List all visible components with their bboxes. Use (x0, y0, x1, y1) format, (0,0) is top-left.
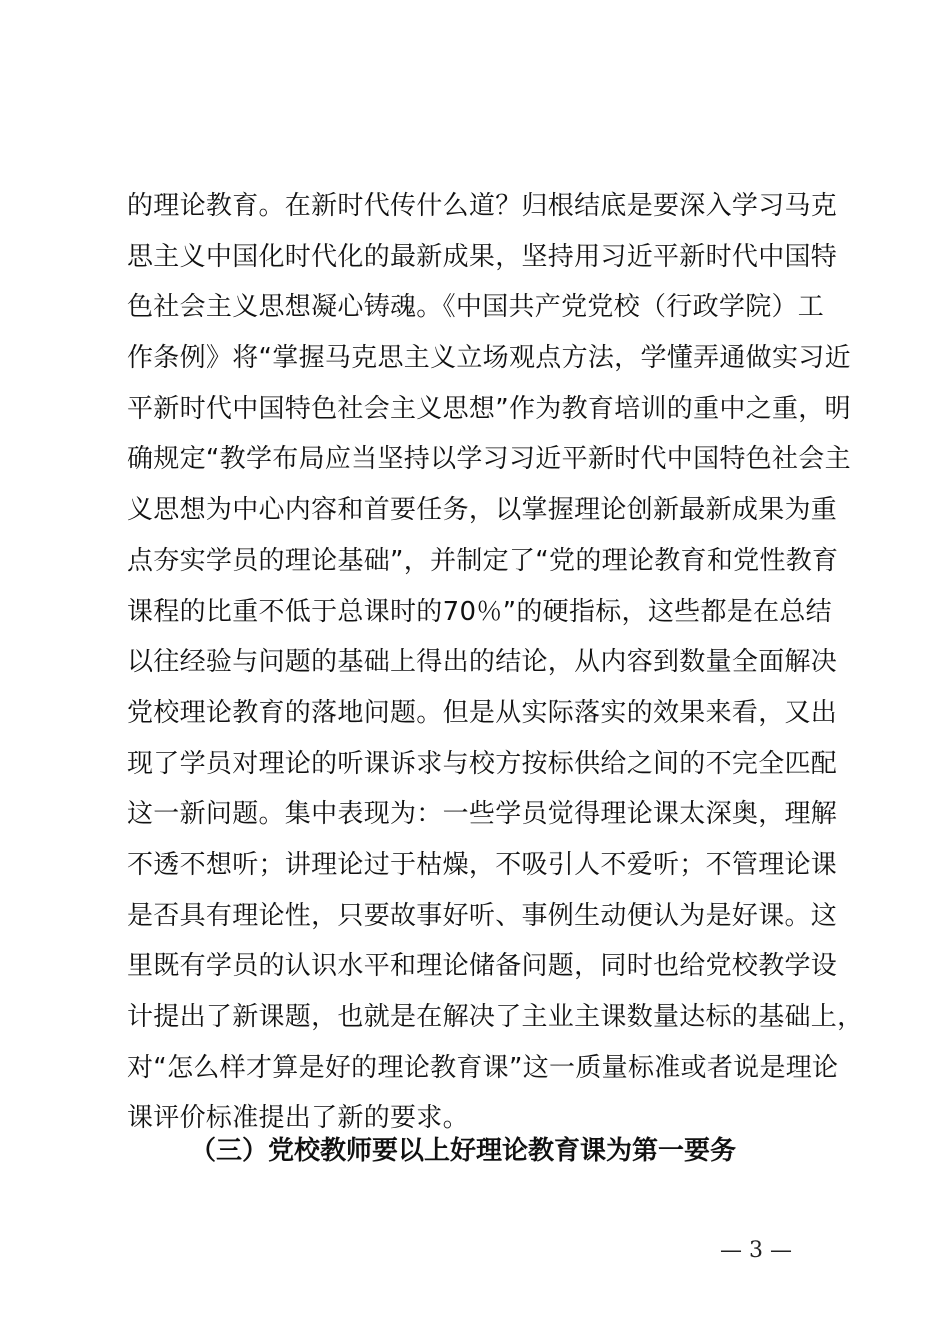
text-line: 的理论教育。在新时代传什么道？归根结底是要深入学习马克 (127, 191, 838, 221)
text-line: 课评价标准提出了新的要求。 (127, 1103, 469, 1134)
text-line: 党校理论教育的落地问题。但是从实际落实的效果来看，又出 (127, 697, 838, 728)
text-line: 现了学员对理论的听课诉求与校方按标供给之间的不完全匹配 (127, 748, 838, 779)
text-line: 不透不想听；讲理论过于枯燥，不吸引人不爱听；不管理论课 (127, 849, 838, 880)
page-number: — 3 — (720, 1238, 792, 1263)
text-line: 确规定“教学布局应当坚持以学习习近平新时代中国特色社会主 (127, 444, 851, 475)
text-line: 计提出了新课题，也就是在解决了主业主课数量达标的基础上， (127, 1002, 864, 1032)
text-line: 作条例》将“掌握马克思主义立场观点方法，学懂弄通做实习近 (127, 343, 851, 374)
text-line: 这一新问题。集中表现为：一些学员觉得理论课太深奥，理解 (127, 799, 838, 830)
section-heading: （三）党校教师要以上好理论教育课为第一要务 (190, 1136, 737, 1166)
body-paragraph (127, 181, 864, 1144)
text-line: 以往经验与问题的基础上得出的结论，从内容到数量全面解决 (127, 647, 838, 678)
text-line: 课程的比重不低于总课时的70％”的硬指标，这些都是在总结 (127, 596, 832, 627)
text-line: 是否具有理论性，只要故事好听、事例生动便认为是好课。这 (127, 900, 838, 931)
text-line: 思主义中国化时代化的最新成果，坚持用习近平新时代中国特 (127, 241, 838, 272)
text-line: 平新时代中国特色社会主义思想”作为教育培训的重中之重，明 (127, 393, 851, 424)
text-line: 色社会主义思想凝心铸魂。《中国共产党党校（行政学院）工 (127, 292, 825, 323)
text-line: 里既有学员的认识水平和理论储备问题，同时也给党校教学设 (127, 951, 838, 982)
text-line: 点夯实学员的理论基础”，并制定了“党的理论教育和党性教育 (127, 545, 839, 576)
text-line: 义思想为中心内容和首要任务，以掌握理论创新最新成果为重 (127, 495, 838, 526)
text-line: 对“怎么样才算是好的理论教育课”这一质量标准或者说是理论 (127, 1052, 839, 1083)
